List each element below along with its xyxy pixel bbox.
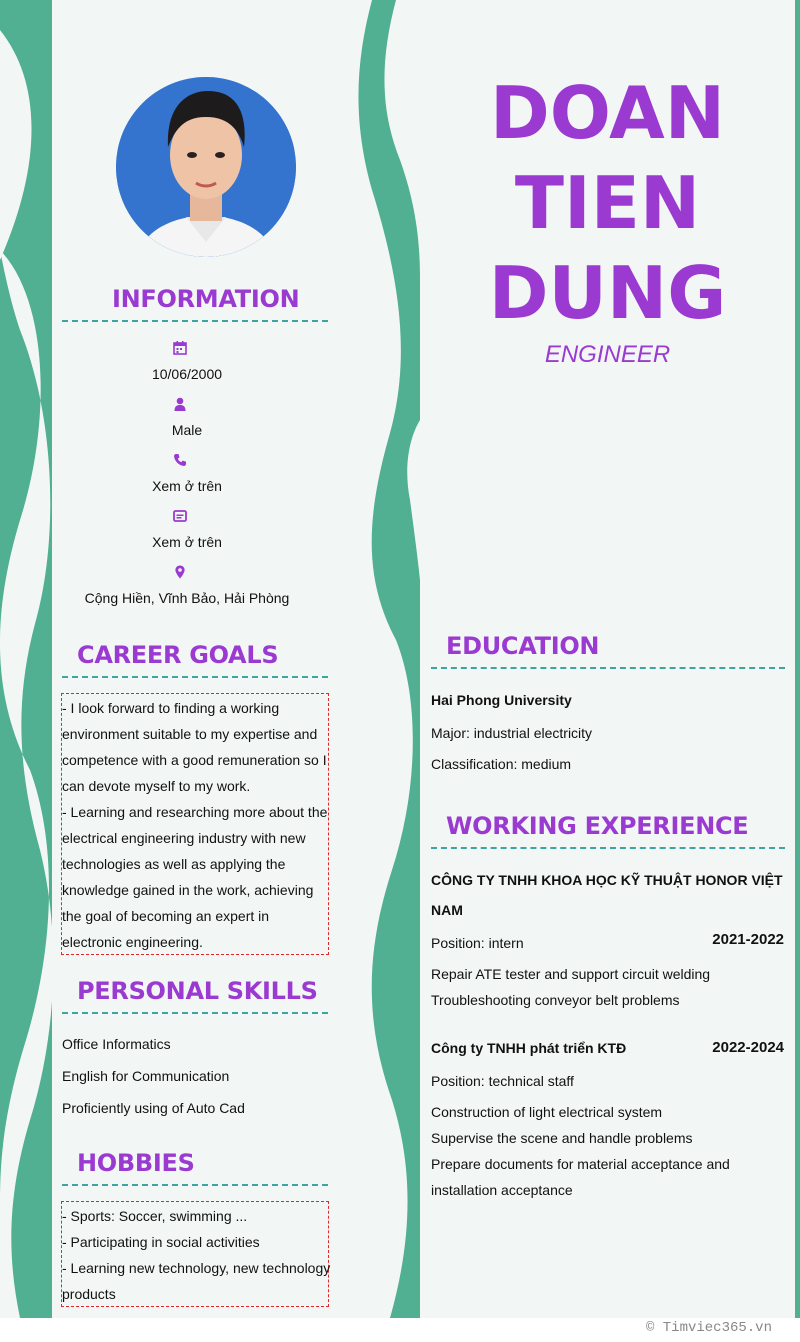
education-title: EDUCATION (446, 632, 600, 660)
job-position: Position: intern (431, 935, 524, 951)
job-task: Prepare documents for material acceptance and (431, 1156, 730, 1172)
phone-value: Xem ở trên (152, 478, 222, 494)
hobbies-title: HOBBIES (77, 1149, 195, 1177)
information-divider (62, 320, 328, 322)
job-task: Supervise the scene and handle problems (431, 1130, 693, 1146)
information-title: INFORMATION (112, 285, 300, 313)
phone-icon (172, 452, 188, 468)
experience-divider (431, 847, 785, 849)
classification: Classification: medium (431, 756, 572, 772)
middle-wave-left (358, 0, 413, 1318)
career-goals-line: competence with a good remuneration so I (62, 752, 327, 768)
career-goals-line: the goal of becoming an expert in (62, 908, 270, 924)
hobby-line: - Participating in social activities (62, 1234, 260, 1250)
job-years: 2021-2022 (712, 931, 784, 948)
career-goals-line: electronic engineering. (62, 934, 203, 950)
name-line-middle: TIEN (514, 161, 701, 245)
left-wave-stripe (0, 250, 53, 1318)
job-years: 2022-2024 (712, 1039, 784, 1056)
job-task: Construction of light electrical system (431, 1104, 663, 1120)
name-line-last: DUNG (488, 251, 727, 335)
personal-skills-divider (62, 1012, 328, 1014)
gender: Male (171, 422, 203, 438)
career-goals-line: can devote myself to my work. (62, 778, 251, 794)
hobby-line: products (62, 1286, 116, 1302)
job-title: ENGINEER (544, 341, 671, 368)
career-goals-divider (62, 676, 328, 678)
location-icon (172, 564, 188, 580)
skill-item: Office Informatics (62, 1036, 171, 1052)
watermark: © Timviec365.vn (645, 1320, 772, 1336)
email-icon (172, 508, 188, 524)
company-name: CÔNG TY TNHH KHOA HỌC KỸ THUẬT HONOR VIỆT (431, 872, 783, 888)
career-goals-line: - I look forward to finding a working (62, 700, 280, 716)
career-goals-line: - Learning and researching more about the (62, 804, 328, 820)
hobby-line: - Sports: Soccer, swimming ... (62, 1208, 248, 1224)
candidate-name (420, 68, 795, 338)
personal-skills-title: PERSONAL SKILLS (77, 977, 318, 1005)
major: Major: industrial electricity (431, 725, 593, 741)
career-goals-line: environment suitable to my expertise and (62, 726, 318, 742)
hobbies-box (61, 1201, 329, 1307)
career-goals-line: electrical engineering industry with new (62, 830, 306, 846)
job-position: Position: technical staff (431, 1073, 574, 1089)
email-value: Xem ở trên (152, 534, 222, 550)
avatar (116, 77, 296, 257)
education-divider (431, 667, 785, 669)
job-task: Repair ATE tester and support circuit welding (431, 966, 711, 982)
career-goals-line: technologies as well as applying the (62, 856, 286, 872)
skill-item: Proficiently using of Auto Cad (62, 1100, 245, 1116)
hobby-line: - Learning new technology, new technology (62, 1260, 331, 1276)
career-goals-line: knowledge gained in the work, achieving (62, 882, 314, 898)
address: Cộng Hiền, Vĩnh Bảo, Hải Phòng (84, 590, 290, 606)
calendar-icon (172, 340, 188, 356)
user-icon (172, 396, 188, 412)
career-goals-title: CAREER GOALS (77, 641, 279, 669)
company-name-continued: NAM (431, 902, 463, 918)
birthdate: 10/06/2000 (151, 366, 223, 382)
hobbies-divider (62, 1184, 328, 1186)
school-name: Hai Phong University (431, 692, 572, 708)
skill-item: English for Communication (62, 1068, 230, 1084)
company-name: Công ty TNHH phát triển KTĐ (431, 1040, 627, 1056)
name-line-first: DOAN (489, 71, 726, 155)
experience-title: WORKING EXPERIENCE (446, 812, 749, 840)
portrait-photo (116, 77, 296, 257)
job-task: installation acceptance (431, 1182, 573, 1198)
career-goals-box (61, 693, 329, 955)
job-task: Troubleshooting conveyor belt problems (431, 992, 680, 1008)
